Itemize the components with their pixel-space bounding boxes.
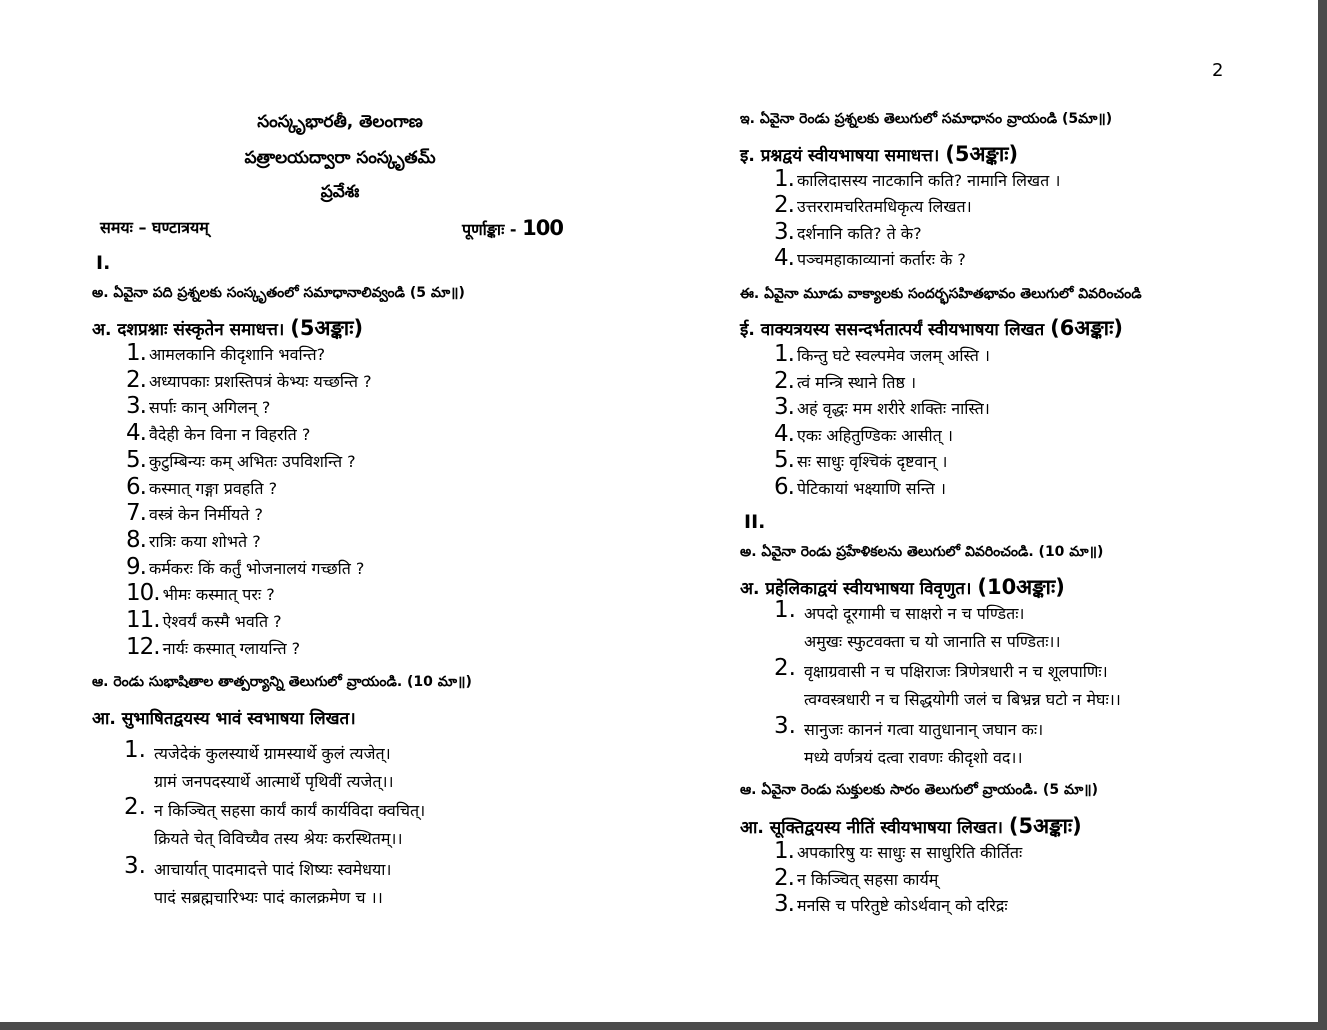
marks-label: पूर्णाङ्काः - 100 <box>462 216 563 240</box>
question-item: 3. दर्शनानि कति? ते के? <box>774 218 922 245</box>
question-item: 6. कस्मात् गङ्गा प्रवहति ? <box>126 473 278 500</box>
section-roman-2: II. <box>744 511 766 533</box>
page-number: 2 <box>1212 60 1224 81</box>
section-aa2-telugu: ఆ. ఏవైనా రెండు సుక్తులకు సారం తెలుగులో వ్రాయండి. (5 మా॥) <box>740 782 1099 798</box>
sentence-item: 2. त्वं मन्त्रि स्थाने तिष्ठ । <box>774 367 917 394</box>
time-label: समयः – घण्टात्रयम् <box>100 218 209 237</box>
question-item: 1. आमलकानि कीदृशानि भवन्ति? <box>126 340 326 366</box>
verse-item: 3. आचार्यात् पादमादत्ते पादं शिष्यः स्वमेधया। पादं सब्रह्मचारिभ्यः पादं कालक्रमेण च ।। <box>124 853 392 907</box>
verse-item: 2. न किञ्चित् सहसा कार्यं कार्यं कार्यविदा क्वचित्। क्रियते चेत् विविच्यैव तस्य श्रेयः करस्थितम्।। <box>124 794 426 848</box>
sentence-item: 5. सः साधुः वृश्चिकं दृष्टवान् । <box>774 447 948 474</box>
section-a2-sanskrit: अ. प्रहेलिकाद्वयं स्वीयभाषया विवृणुत। (10अङ्काः) <box>740 575 1065 599</box>
riddle-item: 2. वृक्षाग्रवासी न च पक्षिराजः त्रिणेत्रधारी न च शूलपाणिः। त्वग्वस्त्रधारी न च सिद्धयोगी जलं च बिभ्रन्न घटो न मेघः।। <box>774 655 1121 709</box>
question-item: 5. कुटुम्बिन्यः कम् अभितः उपविशन्ति ? <box>126 446 356 473</box>
section-aa-telugu: ఆ. రెండు సుభాషితాల తాత్పర్యాన్ని తెలుగులో వ్రాయండి. (10 మా॥) <box>92 674 472 690</box>
section-aa2-sanskrit: आ. सूक्तिद्वयस्य नीतिं स्वीयभाषया लिखत। (5अङ्काः) <box>740 814 1082 838</box>
sentence-item: 1. किन्तु घटे स्वल्पमेव जलम् अस्ति । <box>774 341 990 367</box>
question-item: 7. वस्त्रं केन निर्मीयते ? <box>126 500 263 527</box>
title-line-1: సంస్కృభారతీ, తెలంగాణ <box>257 112 423 132</box>
saying-item: 2. न किञ्चित् सहसा कार्यम् <box>774 864 939 891</box>
question-item: 3. सर्पाः कान् अगिलन् ? <box>126 393 271 420</box>
saying-item: 1. अपकारिषु यः साधुः स साधुरिति कीर्तितः <box>774 838 1023 864</box>
question-item: 1. कालिदासस्य नाटकानि कति? नामानि लिखत । <box>774 166 1061 192</box>
section-i-sanskrit: इ. प्रश्नद्वयं स्वीयभाषया समाधत्त। (5अङ्काः) <box>740 142 1019 166</box>
riddle-item: 1. अपदो दूरगामी च साक्षरो न च पण्डितः। अमुखः स्फुटवक्ता च यो जानाति स पण्डितः।। <box>774 597 1061 651</box>
question-item: 2. अध्यापकाः प्रशस्तिपत्रं केभ्यः यच्छन्ति ? <box>126 366 372 393</box>
verse-item: 1. त्यजेदेकं कुलस्यार्थे ग्रामस्यार्थे कुलं त्यजेत्। ग्रामं जनपदस्यार्थे आत्मार्थे पृथिवीं त्यजेत्।। <box>124 737 394 791</box>
section-aa-sanskrit: आ. सुभाषितद्वयस्य भावं स्वभाषया लिखत। <box>92 709 356 729</box>
section-a-sanskrit: अ. दशप्रश्नाः संस्कृतेन समाधत्त। (5अङ्काः) <box>92 316 364 340</box>
question-item: 9. कर्मकरः किं कर्तुं भोजनालयं गच्छति ? <box>126 553 365 580</box>
question-item: 8. रात्रिः कया शोभते ? <box>126 526 261 553</box>
question-item: 4. पञ्चमहाकाव्यानां कर्तारः के ? <box>774 244 966 271</box>
title-line-2: పత్రాలయద్వారా సంస్కృతమ్ <box>244 148 436 168</box>
question-item: 12. नार्यः कस्मात् ग्लायन्ति ? <box>126 633 301 660</box>
saying-item: 3. मनसि च परितुष्टे कोऽर्थवान् को दरिद्रः <box>774 891 1008 917</box>
section-a2-telugu: అ. ఏవైనా రెండు ప్రహేళికలను తెలుగులో వివరించండి. (10 మా॥) <box>740 544 1104 560</box>
section-e-sanskrit: ई. वाक्यत्रयस्य ससन्दर्भतात्पर्यं स्वीयभाषया लिखत (6अङ्काः) <box>740 316 1123 340</box>
section-roman-1: I. <box>96 252 111 274</box>
question-item: 4. वैदेही केन विना न विहरति ? <box>126 420 311 447</box>
title-line-3: ప్రవేశః <box>320 182 360 202</box>
question-item: 11. ऐश्वर्यं कस्मै भवति ? <box>126 607 282 633</box>
sentence-item: 3. अहं वृद्धः मम शरीरे शक्तिः नास्ति। <box>774 394 990 421</box>
sentence-item: 4. एकः अहितुण्डिकः आसीत् । <box>774 420 953 447</box>
section-e-telugu: ఈ. ఏవైనా మూడు వాక్యాలకు సందర్భసహితభావం తెలుగులో వివరించండి <box>740 286 1142 302</box>
question-item: 10. भीमः कस्मात् परः ? <box>126 580 275 607</box>
section-a-telugu: అ. ఏవైనా పది ప్రశ్నలకు సంస్కృతంలో సమాధానాలివ్వండి (5 మా॥) <box>92 285 465 301</box>
riddle-item: 3. सानुजः काननं गत्वा यातुधानान् जघान कः। मध्ये वर्णत्रयं दत्वा रावणः कीदृशो वद।। <box>774 713 1044 767</box>
sentence-item: 6. पेटिकायां भक्ष्याणि सन्ति । <box>774 474 946 500</box>
section-i-telugu: ఇ. ఏవైనా రెండు ప్రశ్నలకు తెలుగులో సమాధానం వ్రాయండి (5మా॥) <box>740 111 1113 127</box>
question-item: 2. उत्तररामचरितमधिकृत्य लिखत। <box>774 192 972 219</box>
